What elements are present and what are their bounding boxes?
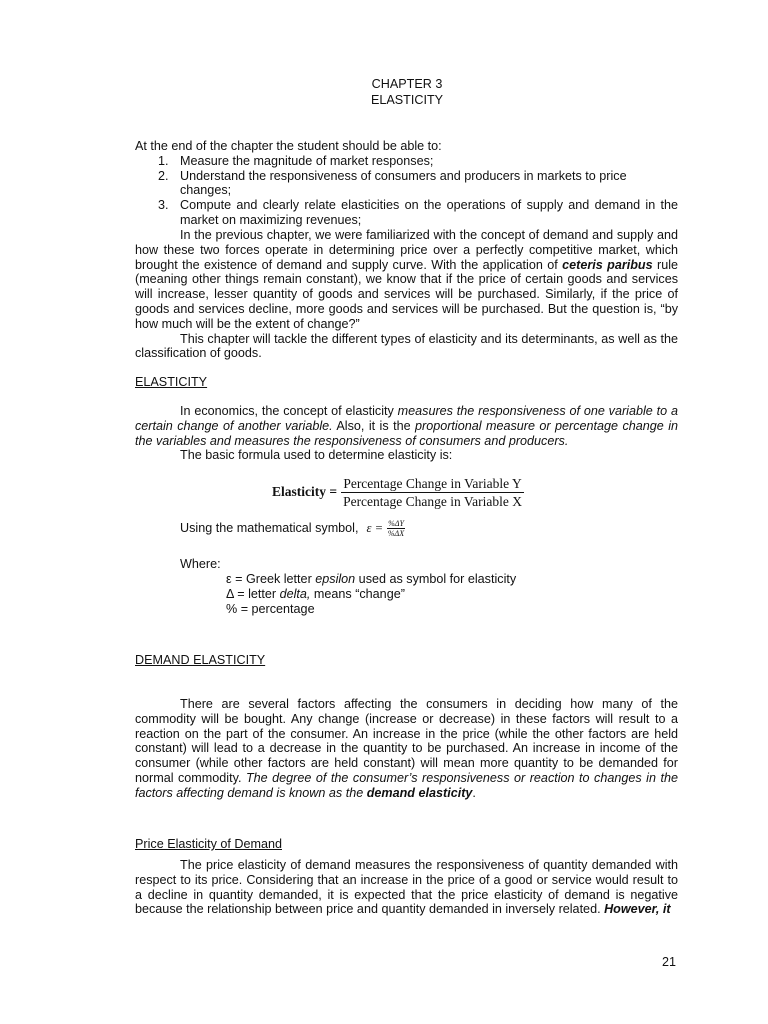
formula-numerator: Percentage Change in Variable Y: [343, 476, 522, 491]
symbol-denominator: %ΔX: [387, 529, 405, 538]
intro-paragraph-1: [135, 228, 678, 332]
formula-lhs: Elasticity =: [272, 484, 338, 500]
objectives-list: [135, 154, 678, 228]
definition-item: [226, 602, 516, 617]
strong-emphasis: However, it: [604, 902, 671, 917]
definitions-list: [226, 572, 516, 616]
section-heading-price: [135, 837, 678, 852]
objectives-intro: At the end of the chapter the student should be able to:: [135, 139, 442, 153]
symbol-numerator: %ΔY: [388, 519, 404, 528]
text-run: In the previous chapter, we were familiarized with the concept of demand and supply and how these two forces operate in determining price over a perfectly competitive market, which brought the existence of demand and supply curve. With the application of: [135, 228, 678, 272]
page-number: 21: [662, 955, 677, 969]
section-heading-elasticity: [135, 375, 678, 390]
chapter-title: ELASTICITY: [370, 92, 444, 107]
section-heading-demand: [135, 653, 678, 668]
text-run: There are several factors affecting the consumers in deciding how many of the commodity will be bought. Any change (increase or decrease) in these factors will result to a reaction on the part of the consumer. An increase in the price (while the other factors are held constant) will lead to a decrease in the quantity to be purchased. An increase in income of the consumer (while other factors are held constant) will mean more quantity to be demanded for normal commodity.: [135, 697, 678, 785]
symbol-expression: ε =: [366, 521, 384, 536]
emphasis: measures the responsiveness of one variable to a certain change of another variable.: [135, 404, 678, 433]
emphasis: The degree of the consumer’s responsiveness or reaction to changes in the factors affecting demand is known as the: [135, 770, 678, 800]
demand-paragraph: [135, 697, 678, 801]
elasticity-definition: [135, 404, 678, 463]
heading-text: DEMAND ELASTICITY: [135, 653, 266, 667]
demand-section: [135, 697, 678, 801]
intro-paragraph-2: This chapter will tackle the different types of elasticity and its determinants, as well as the classification of goods.: [135, 331, 678, 361]
text-run: In economics, the concept of elasticity: [180, 404, 398, 418]
elasticity-formula: [272, 476, 524, 509]
list-item: [135, 169, 678, 199]
objectives: [135, 139, 678, 228]
chapter-heading: [0, 77, 768, 108]
text-run: .: [472, 785, 476, 800]
text-run: means “change”: [310, 586, 405, 601]
symbol-intro: Using the mathematical symbol,: [180, 521, 359, 536]
formula-fraction: [341, 476, 524, 509]
formula-denominator: Percentage Change in Variable X: [343, 494, 522, 509]
heading-text: ELASTICITY: [135, 375, 208, 389]
definition-item: [226, 587, 516, 602]
strong-emphasis: demand elasticity: [366, 785, 473, 800]
emphasis: delta,: [279, 586, 311, 601]
heading-text: Price Elasticity of Demand: [135, 837, 282, 851]
emphasis: epsilon: [315, 572, 356, 586]
list-item: [135, 198, 678, 228]
where-label: Where:: [180, 557, 221, 571]
text-run: % = percentage: [226, 601, 315, 616]
list-number: 3.: [158, 198, 169, 213]
list-number: 1.: [158, 153, 169, 168]
text-run: used as symbol for elasticity: [355, 572, 517, 586]
chapter-number: CHAPTER 3: [371, 77, 443, 91]
intro-section: [135, 228, 678, 361]
elasticity-paragraph: [135, 404, 678, 448]
list-text: Understand the responsiveness of consumers and producers in markets to price changes;: [180, 168, 627, 198]
formula-intro: The basic formula used to determine elasticity is:: [180, 448, 453, 463]
price-paragraph: [135, 858, 678, 917]
symbol-fraction: [387, 519, 405, 538]
text-run: Δ = letter: [226, 586, 280, 601]
definition-item: [226, 572, 516, 587]
emphasis: ceteris paribus: [562, 257, 653, 272]
emphasis: proportional measure or percentage change in the variables and measures the responsiveness of consumers and producers.: [135, 418, 679, 448]
text-run: The price elasticity of demand measures the responsiveness of quantity demanded with respect to its price. Considering that an increase in the price of a good or service would result to a decline in quantity demanded, it is expected that the price elasticity of demand is negative because the relationship between price and quantity demanded in inversely related.: [135, 858, 678, 917]
text-run: rule (meaning other things remain constant), we know that if the price of certain goods and services will increase, lesser quantity of goods and services will be purchased. Similarly, if the price of goods and services decline, more goods and services will be purchased. But the question is, “by how much will be the extent of change?”: [135, 257, 679, 331]
list-text: Compute and clearly relate elasticities on the operations of supply and demand in the market on maximizing revenues;: [180, 198, 678, 227]
symbol-line: [180, 519, 405, 538]
list-text: Measure the magnitude of market responses;: [180, 153, 434, 168]
text-run: Also, it is the: [332, 418, 416, 433]
list-item: [135, 154, 678, 169]
price-section: [135, 858, 678, 917]
list-number: 2.: [158, 168, 169, 183]
text-run: ε = Greek letter: [226, 572, 316, 586]
